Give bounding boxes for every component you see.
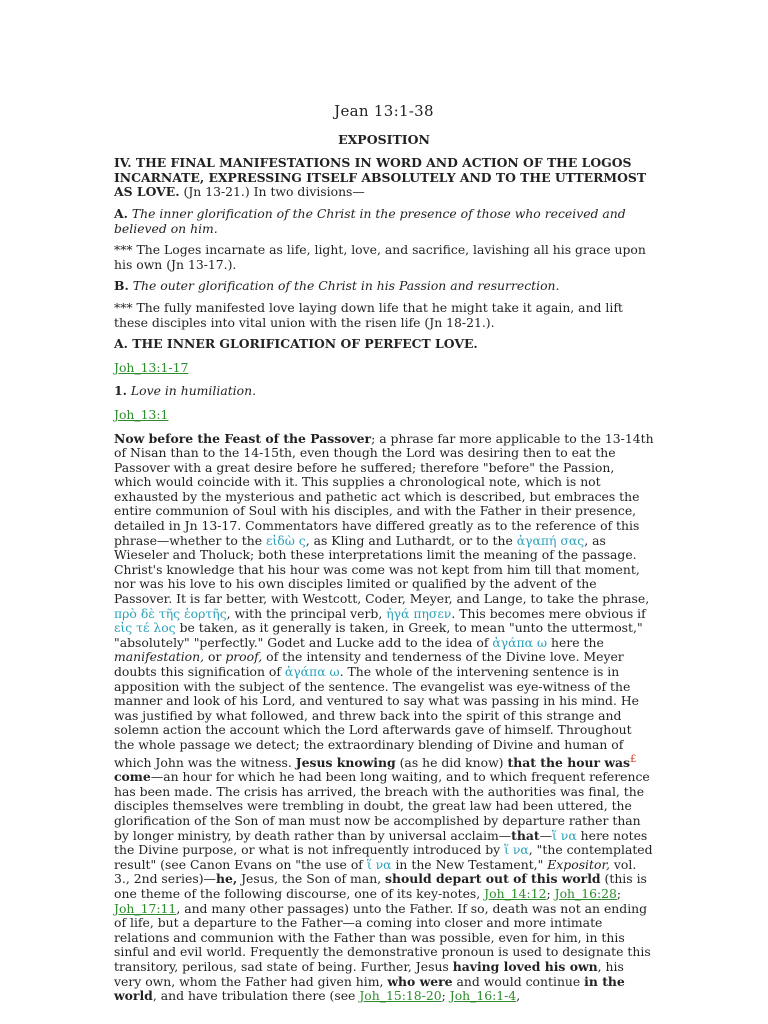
part-b-paragraph <box>114 279 654 294</box>
bold-phrase: that the hour was <box>507 754 630 770</box>
greek-word: ἵ να <box>366 856 392 872</box>
document-title: Jean 13:1-38 <box>334 102 434 120</box>
text-run: in the New Testament," <box>391 856 548 872</box>
intro-paragraph <box>114 156 654 200</box>
part-b-label: B. <box>114 278 129 294</box>
bold-phrase: in the world <box>114 973 625 1004</box>
greek-word: πρὸ δὲ τῆς ἑορτῆς <box>114 605 227 621</box>
part-a-label: A. <box>114 205 128 221</box>
scripture-link[interactable]: Joh_15:18-20 <box>359 988 442 1004</box>
bold-phrase: having loved his own <box>452 959 598 974</box>
bold-phrase: come <box>114 769 151 785</box>
greek-word: εἰδὼ ς <box>266 532 306 548</box>
italic-phrase: manifestation, <box>114 649 205 665</box>
text-run: be taken, as it generally is taken, in Greek, to mean "unto the uttermost," "absolutely" "perfectly." Godet and Lucke add to the idea of <box>114 620 643 650</box>
scripture-link[interactable]: Joh_16:28 <box>554 886 617 902</box>
text-run: Jesus, the Son of man, <box>237 871 386 887</box>
text-run: vol. 3., 2nd series)— <box>114 856 637 887</box>
document-page <box>114 100 654 1011</box>
point-1-text: Love in humiliation. <box>126 383 257 399</box>
text-run: , and have tribulation there (see <box>152 988 360 1004</box>
bold-phrase: that <box>511 827 540 843</box>
scripture-link[interactable]: Joh_16:1-4 <box>449 988 517 1004</box>
note-a: *** The Loges incarnate as life, light, love, and sacrifice, lavishing all his grace upon his own (Jn 13-17.). <box>114 242 646 272</box>
footnote-marker[interactable]: £ <box>630 753 637 765</box>
scripture-link[interactable]: Joh_14:12 <box>484 886 547 902</box>
exposition-subtitle: EXPOSITION <box>338 131 430 147</box>
scripture-link-joh-13-1-17[interactable]: Joh_13:1-17 <box>114 359 189 375</box>
text-run: . The whole of the intervening sentence is in apposition with the subject of the sentence. The evangelist was eye-witness of the manner and look of his Lord, and ventured to say what was passing in his mind. He was justified by what followed, and threw back into the spirit of this strange and solemn action the account which the Lord afterwards gave of himself. Throughout the whole passage we detect; the extraordinary blending of Divine and human of which John was the witness. <box>114 664 639 770</box>
text-run: ; a phrase far more applicable to the 13-14th of Nisan than to the 14-15th, even though the Lord was desiring then to eat the Passover with a great desire before he suffered; therefore "before" the Passion, which would coincide with it. This supplies a chronological note, which is not exhausted by the mysterious and pathetic act which is described, but embraces the entire communion of Soul with his disciples, and with the Father in their presence, detailed in Jn 13-17. Commentators have differed greatly as to the reference of this phrase—whether to the <box>114 430 654 548</box>
greek-word: ἵ να <box>552 827 577 843</box>
text-run: , his very own, whom the Father had given him, <box>114 959 624 989</box>
text-run: and would continue <box>452 973 585 989</box>
text-run: . This becomes mere obvious if <box>451 605 646 621</box>
point-1 <box>114 384 654 399</box>
text-run: ; <box>546 886 555 902</box>
text-run: , with the principal verb, <box>226 605 387 621</box>
greek-word: ἵ να <box>504 842 529 858</box>
text-run: here the <box>547 634 604 650</box>
part-a-text: The inner glorification of the Christ in the presence of those who received and believed on him. <box>114 205 626 236</box>
bold-phrase: should depart out of this world <box>385 871 601 887</box>
section-a-heading: A. THE INNER GLORIFICATION OF PERFECT LOVE. <box>114 336 478 352</box>
text-run: , "the contemplated result" (see Canon Evans on "the use of <box>114 842 653 872</box>
text-run: ; <box>616 886 622 902</box>
scripture-link[interactable]: Joh_17:11 <box>114 900 177 916</box>
commentary-paragraph <box>114 432 654 1004</box>
text-run: or <box>204 649 226 665</box>
text-run: , <box>516 988 521 1004</box>
part-a-paragraph <box>114 207 654 236</box>
intro-heading: IV. THE FINAL MANIFESTATIONS IN WORD AND ACTION OF THE LOGOS INCARNATE, EXPRESSING ITSELF ABSOLUTELY AND TO THE UTTERMOST AS LOVE. <box>114 155 647 200</box>
text-run: here notes the Divine purpose, or what is not infrequently introduced by <box>114 827 648 858</box>
text-run: ; <box>441 988 450 1004</box>
bold-phrase: he, <box>215 871 238 887</box>
greek-word: ἀγάπα ω <box>492 634 548 650</box>
italic-phrase: proof, <box>225 649 263 665</box>
text-run: (as he did know) <box>395 754 508 770</box>
note-b: *** The fully manifested love laying down life that he might take it again, and lift these disciples into vital union with the risen life (Jn 18-21.). <box>114 299 623 330</box>
text-run: (this is one theme of the following discourse, one of its key-notes, <box>114 871 647 902</box>
intro-tail: (Jn 13-21.) In two divisions— <box>179 184 365 200</box>
italic-phrase: Expositor, <box>547 856 610 872</box>
bold-phrase: Jesus knowing <box>295 754 396 770</box>
part-b-text: The outer glorification of the Christ in his Passion and resurrection. <box>128 278 560 294</box>
text-run: , as Wieseler and Tholuck; both these interpretations limit the meaning of the passage. Christ's knowledge that his hour was come was not kept from him till that moment, nor was his love to his own disciples limited or qualified by the advent of the Passover. It is far better, with Westcott, Coder, Meyer, and Lange, to take the phrase, <box>114 532 650 607</box>
text-run: — <box>539 827 552 843</box>
text-run: , and many other passages) unto the Father. If so, death was not an ending of life, but a departure to the Father—a coming into closer and more intimate relations and communion with the Father than was possible, even for him, in this sinful and evil world. Frequently the demonstrative pronoun is used to designate this transitory, perilous, sad state of being. Further, Jesus <box>114 900 651 974</box>
greek-word: ἀγαπή σας <box>516 532 585 548</box>
text-run: , as Kling and Luthardt, or to the <box>305 532 517 548</box>
text-run: of the intensity and tenderness of the Divine love. Meyer doubts this signification of <box>114 649 624 679</box>
text-run: —an hour for which he had been long waiting, and to which frequent reference has been made. The crisis has arrived, the breach with the authorities was final, the disciples themselves were trembling in doubt, the great law had been uttered, the glorification of the Son of man must now be accomplished by departure rather than by longer ministry, by death rather than by universal acclaim— <box>114 769 650 843</box>
scripture-link-joh-13-1[interactable]: Joh_13:1 <box>114 406 169 422</box>
greek-word: ἀγάπα ω <box>284 664 340 679</box>
greek-word: εἰς τέ λος <box>114 620 176 636</box>
greek-word: ἠγά πησεν <box>386 605 452 621</box>
bold-phrase: who were <box>387 973 453 989</box>
bold-phrase: Now before the Feast of the Passover <box>114 430 372 446</box>
point-1-number: 1. <box>114 383 127 399</box>
